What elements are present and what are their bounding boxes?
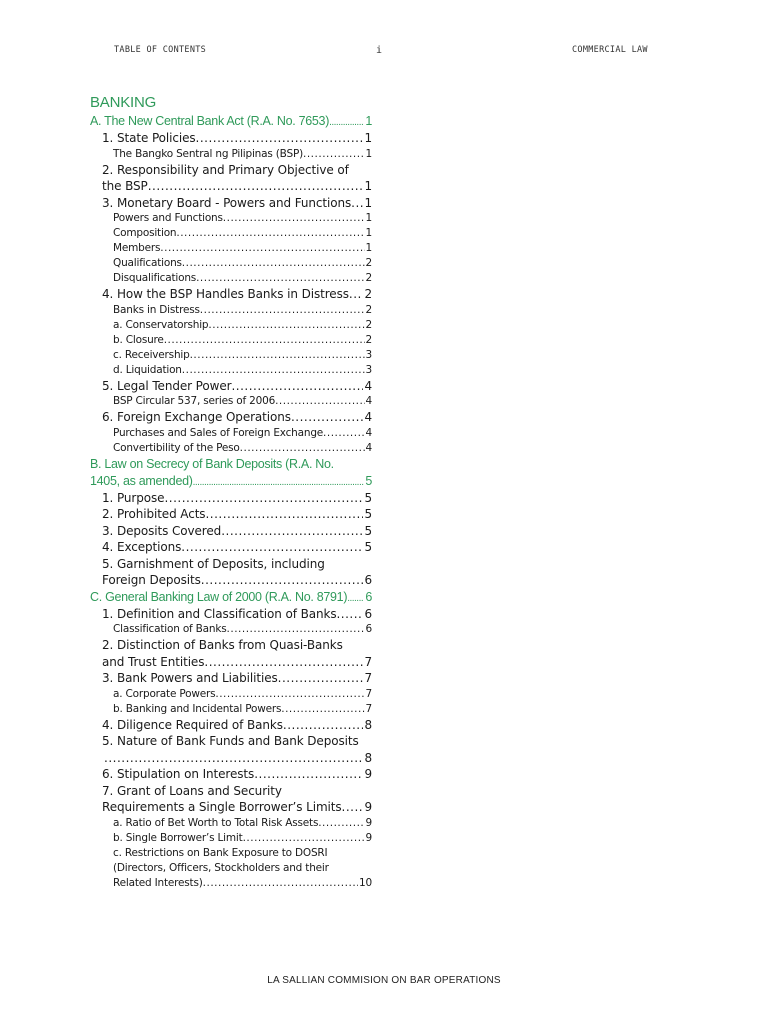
dot-leader xyxy=(201,572,364,589)
toc-entry-label: 4. Exceptions xyxy=(102,540,182,554)
toc-page-number: 9 xyxy=(364,800,372,814)
toc-page-number: 1 xyxy=(365,147,372,160)
toc-page-number: 1 xyxy=(364,131,372,145)
dot-leader xyxy=(342,799,364,816)
toc-item-prohibited-acts[interactable] xyxy=(90,506,372,523)
page-footer: LA SALLIAN COMMISION ON BAR OPERATIONS xyxy=(267,975,501,986)
dot-leader xyxy=(190,348,365,363)
dot-leader xyxy=(281,702,364,717)
toc-entry-label: 3. Monetary Board - Powers and Functions xyxy=(102,195,352,210)
dot-leader xyxy=(208,318,364,333)
toc-subitem-liquidation[interactable] xyxy=(90,363,372,378)
toc-subitem-dosri-line1[interactable]: c. Restrictions on Bank Exposure to DOSRI xyxy=(113,846,328,859)
toc-item-distinction[interactable] xyxy=(90,654,372,671)
toc-item-foreign-exchange[interactable] xyxy=(90,409,372,426)
toc-page-number: 4 xyxy=(364,410,372,424)
toc-entry-label: Related Interests) xyxy=(113,876,203,889)
dot-leader xyxy=(182,256,365,271)
toc-page-number: 9 xyxy=(365,831,372,844)
toc-page-number: 1 xyxy=(365,114,372,128)
toc-section-b-line1[interactable]: B. Law on Secrecy of Bank Deposits (R.A. No. xyxy=(90,456,334,471)
dot-leader xyxy=(243,831,365,846)
header-left-text: TABLE OF CONTENTS xyxy=(114,45,207,55)
toc-item-nature-funds-line1[interactable]: 5. Nature of Bank Funds and Bank Deposits xyxy=(102,734,359,748)
toc-page-number: 1 xyxy=(365,212,372,224)
toc-subitem-bsp-circular[interactable] xyxy=(90,394,372,409)
toc-page-number: 7 xyxy=(364,654,372,669)
toc-subitem-classification[interactable] xyxy=(90,622,372,637)
toc-entry-label: 2. Prohibited Acts xyxy=(102,507,206,521)
toc-subitem-convertibility[interactable] xyxy=(90,441,372,456)
toc-page-number: 2 xyxy=(364,287,372,301)
toc-entry-label: Classification of Banks xyxy=(113,623,227,635)
toc-page-number: 4 xyxy=(365,441,372,454)
dot-leader xyxy=(227,622,365,637)
toc-item-distinction-line1[interactable]: 2. Distinction of Banks from Quasi-Banks xyxy=(102,638,343,652)
toc-entry-label: 1405, as amended) xyxy=(90,473,193,488)
toc-page-number: 4 xyxy=(365,426,372,439)
dot-leader xyxy=(221,523,363,540)
toc-item-grant-loans-line1[interactable]: 7. Grant of Loans and Security xyxy=(102,783,282,798)
dot-leader xyxy=(215,687,364,702)
toc-item-responsibility-line1[interactable]: 2. Responsibility and Primary Objective of xyxy=(102,162,349,177)
toc-page-number: 8 xyxy=(364,750,372,765)
toc-page-number: 8 xyxy=(364,717,372,732)
dot-leader xyxy=(164,333,365,348)
dot-leader xyxy=(254,766,363,783)
toc-page-number: 6 xyxy=(364,606,372,621)
toc-page-number: 7 xyxy=(365,687,372,700)
dot-leader xyxy=(231,378,363,395)
toc-item-banks-in-distress[interactable] xyxy=(90,286,372,303)
table-of-contents xyxy=(90,92,372,891)
toc-item-purpose[interactable] xyxy=(90,490,372,507)
dot-leader xyxy=(160,241,364,256)
toc-page-number: 9 xyxy=(364,767,372,781)
toc-page-number: 5 xyxy=(364,490,372,505)
toc-subitem-corporate-powers[interactable] xyxy=(90,687,372,702)
dot-leader xyxy=(176,226,364,241)
toc-page-number: 1 xyxy=(364,179,372,193)
toc-subitem-dosri[interactable] xyxy=(90,876,372,891)
toc-page-number: 3 xyxy=(365,363,372,376)
toc-section-b[interactable] xyxy=(90,473,372,490)
toc-subitem-disqualifications[interactable] xyxy=(90,271,372,286)
dot-leader xyxy=(278,670,364,687)
toc-subitem-qualifications[interactable] xyxy=(90,256,372,271)
toc-entry-label: 4. How the BSP Handles Banks in Distress xyxy=(102,287,349,301)
dot-leader xyxy=(351,195,363,212)
toc-item-monetary-board[interactable] xyxy=(90,195,372,212)
dot-leader xyxy=(275,394,364,409)
toc-entry-label: 1. State Policies xyxy=(102,131,196,145)
toc-subitem-conservatorship[interactable] xyxy=(90,318,372,333)
toc-entry-label: the BSP xyxy=(102,179,148,193)
toc-page-number: 1 xyxy=(365,227,372,239)
toc-entry-label: 6. Stipulation on Interests xyxy=(102,767,255,781)
toc-subitem-members[interactable] xyxy=(90,241,372,256)
toc-entry-label: b. Closure xyxy=(113,333,164,346)
toc-entry-label: C. General Banking Law of 2000 (R.A. No. 8791) xyxy=(90,589,348,604)
dot-leader xyxy=(181,539,363,556)
toc-page-number: 4 xyxy=(365,395,372,407)
dot-leader xyxy=(323,426,364,441)
dot-leader xyxy=(203,876,358,891)
toc-page-number: 5 xyxy=(364,540,372,554)
toc-entry-label: a. Corporate Powers xyxy=(113,687,216,700)
toc-subitem-powers-functions[interactable] xyxy=(90,211,372,226)
toc-entry-label: Qualifications xyxy=(113,257,182,269)
toc-entry-label: Disqualifications xyxy=(113,272,197,284)
toc-entry-label: 6. Foreign Exchange Operations xyxy=(102,410,291,424)
dot-leader xyxy=(349,286,364,303)
toc-page-number: 2 xyxy=(365,303,372,316)
toc-entry-label: d. Liquidation xyxy=(113,363,182,376)
dot-leader xyxy=(283,717,364,734)
toc-subitem-composition[interactable] xyxy=(90,226,372,241)
toc-item-legal-tender[interactable] xyxy=(90,378,372,395)
toc-entry-label: 3. Deposits Covered xyxy=(102,523,222,538)
toc-entry-label: The Bangko Sentral ng Pilipinas (BSP) xyxy=(113,147,303,160)
toc-subitem-closure[interactable] xyxy=(90,333,372,348)
toc-item-deposits-covered[interactable] xyxy=(90,523,372,540)
toc-section-c[interactable] xyxy=(90,589,372,606)
dot-leader xyxy=(336,606,363,623)
toc-page-number: 1 xyxy=(364,195,372,210)
toc-item-state-policies[interactable] xyxy=(90,130,372,147)
toc-entry-label: b. Single Borrower’s Limit xyxy=(113,831,243,844)
header-right-text: COMMERCIAL LAW xyxy=(572,45,648,55)
dot-leader xyxy=(347,589,364,606)
toc-subitem-banks-distress[interactable] xyxy=(90,303,372,318)
dot-leader xyxy=(193,473,365,490)
dot-leader xyxy=(200,303,365,318)
toc-entry-label: 3. Bank Powers and Liabilities xyxy=(102,671,278,685)
toc-entry-label: 4. Diligence Required of Banks xyxy=(102,717,283,732)
toc-entry-label: Composition xyxy=(113,227,177,239)
toc-entry-label: Members xyxy=(113,242,161,254)
toc-item-bank-powers[interactable] xyxy=(90,670,372,687)
dot-leader xyxy=(318,816,364,831)
toc-subitem-bsp[interactable] xyxy=(90,147,372,162)
toc-entry-label: a. Ratio of Bet Worth to Total Risk Assets xyxy=(113,816,319,829)
dot-leader xyxy=(240,441,365,456)
dot-leader xyxy=(182,363,365,378)
dot-leader xyxy=(104,750,363,767)
dot-leader xyxy=(303,147,365,162)
toc-entry-label: and Trust Entities xyxy=(102,654,205,669)
page-header xyxy=(0,45,768,59)
toc-entry-label: Powers and Functions xyxy=(113,212,223,224)
toc-entry-label: Purchases and Sales of Foreign Exchange xyxy=(113,426,324,439)
toc-page-number: 3 xyxy=(365,348,372,361)
dot-leader xyxy=(148,178,364,195)
toc-subitem-incidental-powers[interactable] xyxy=(90,702,372,717)
toc-item-responsibility[interactable] xyxy=(90,178,372,195)
toc-page-number: 6 xyxy=(365,623,372,635)
toc-entry-label: 1. Purpose xyxy=(102,490,165,505)
toc-item-garnishment-line1[interactable]: 5. Garnishment of Deposits, including xyxy=(102,556,325,571)
toc-entry-label: 5. Legal Tender Power xyxy=(102,378,232,393)
dot-leader xyxy=(196,271,364,286)
toc-page-number: 6 xyxy=(364,573,372,587)
dot-leader xyxy=(204,654,363,671)
toc-section-a[interactable] xyxy=(90,113,372,130)
dot-leader xyxy=(223,211,365,226)
toc-page-number: 2 xyxy=(365,333,372,346)
toc-item-stipulation-interests[interactable] xyxy=(90,766,372,783)
dot-leader xyxy=(205,506,363,523)
toc-page-number: 5 xyxy=(364,523,372,538)
toc-page-number: 2 xyxy=(365,257,372,269)
dot-leader xyxy=(196,130,364,147)
dot-leader xyxy=(291,409,364,426)
dot-leader xyxy=(329,113,364,130)
toc-subitem-single-borrower[interactable] xyxy=(90,831,372,846)
toc-title: BANKING xyxy=(90,94,157,111)
toc-page-number: 2 xyxy=(365,318,372,331)
toc-page-number: 10 xyxy=(359,876,372,889)
toc-subitem-dosri-line2[interactable]: (Directors, Officers, Stockholders and their xyxy=(113,861,329,874)
toc-subitem-receivership[interactable] xyxy=(90,348,372,363)
toc-page-number: 6 xyxy=(365,589,372,604)
toc-page-number: 9 xyxy=(365,816,372,829)
toc-page-number: 5 xyxy=(364,507,372,521)
toc-page-number: 7 xyxy=(364,671,372,685)
toc-item-grant-loans[interactable] xyxy=(90,799,372,816)
toc-item-exceptions[interactable] xyxy=(90,539,372,556)
toc-item-nature-funds[interactable] xyxy=(90,750,372,767)
toc-entry-label: Convertibility of the Peso xyxy=(113,441,240,454)
toc-entry-label: A. The New Central Bank Act (R.A. No. 7653) xyxy=(90,114,330,128)
toc-entry-label: Requirements a Single Borrower’s Limits xyxy=(102,800,342,814)
toc-subitem-purchases-sales[interactable] xyxy=(90,426,372,441)
toc-item-diligence[interactable] xyxy=(90,717,372,734)
toc-page-number: 4 xyxy=(364,378,372,393)
toc-page-number: 5 xyxy=(365,473,372,488)
toc-item-definition-classification[interactable] xyxy=(90,606,372,623)
dot-leader xyxy=(164,490,363,507)
toc-entry-label: 1. Definition and Classification of Banks xyxy=(102,606,337,621)
toc-entry-label: c. Receivership xyxy=(113,348,190,361)
toc-entry-label: Banks in Distress xyxy=(113,303,200,316)
toc-page-number: 7 xyxy=(365,702,372,715)
toc-entry-label: Foreign Deposits xyxy=(102,573,201,587)
toc-entry-label: b. Banking and Incidental Powers xyxy=(113,702,282,715)
toc-item-garnishment[interactable] xyxy=(90,572,372,589)
toc-page-number: 2 xyxy=(365,272,372,284)
toc-page-number: 1 xyxy=(365,242,372,254)
page-number: i xyxy=(376,45,383,56)
toc-entry-label: a. Conservatorship xyxy=(113,318,209,331)
toc-subitem-ratio-net-worth[interactable] xyxy=(90,816,372,831)
toc-entry-label: BSP Circular 537, series of 2006 xyxy=(113,395,276,407)
